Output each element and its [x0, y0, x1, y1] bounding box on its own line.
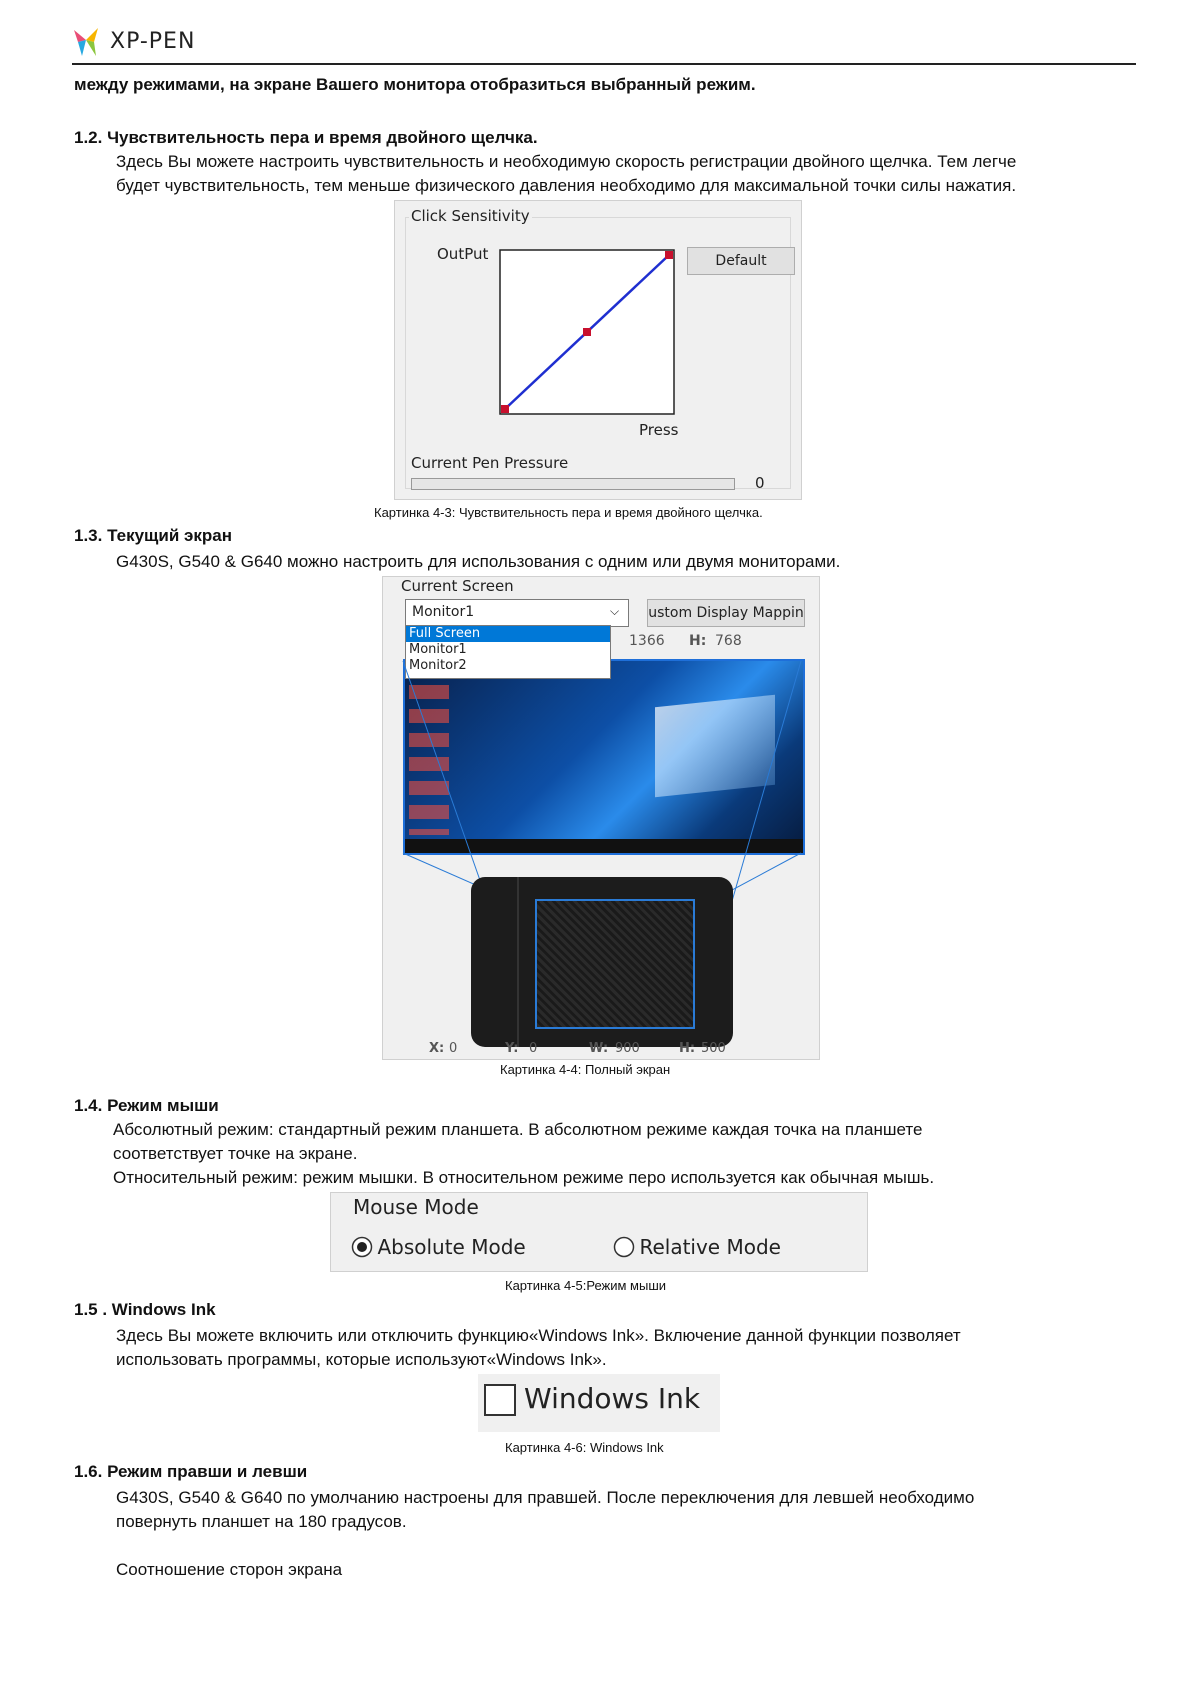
w-value: 900 — [615, 1041, 640, 1056]
section-1-4-line2: соответствует точке на экране. — [113, 1144, 358, 1163]
curve-control-point[interactable] — [583, 328, 591, 336]
option-full-screen[interactable]: Full Screen — [406, 626, 610, 642]
x-value: 0 — [449, 1041, 458, 1056]
screen-height-label: H: — [689, 633, 707, 649]
monitor-select-value: Monitor1 — [412, 604, 475, 620]
brand-name: XP-PEN — [110, 29, 196, 54]
h-value: 500 — [701, 1041, 726, 1056]
pen-pressure-bar — [411, 478, 735, 490]
section-1-3-title: 1.3. Текущий экран — [74, 526, 233, 545]
caption-4-6: Картинка 4-6: Windows Ink — [505, 1440, 664, 1455]
output-label: OutPut — [437, 245, 489, 263]
w-label: W: — [589, 1041, 609, 1056]
curve-control-point[interactable] — [665, 251, 673, 259]
h-label: H: — [679, 1041, 696, 1056]
absolute-mode-label: Absolute Mode — [377, 1235, 526, 1259]
section-1-4-line1: Абсолютный режим: стандартный режим планшета. В абсолютном режиме каждая точка на планшете — [113, 1120, 923, 1139]
caption-4-5: Картинка 4-5:Режим мыши — [505, 1278, 667, 1293]
section-1-3-line1: G430S, G540 & G640 можно настроить для использования с одним или двумя мониторами. — [116, 552, 841, 571]
option-monitor1[interactable]: Monitor1 — [409, 642, 467, 657]
sensitivity-curve[interactable] — [499, 249, 675, 415]
section-1-2-title: 1.2. Чувствительность пера и время двойного щелчка. — [74, 128, 538, 147]
chevron-down-icon: ⌵ — [610, 604, 620, 618]
section-1-5-line2: использовать программы, которые используют«Windows Ink». — [116, 1350, 607, 1369]
relative-mode-radio[interactable] — [613, 1235, 781, 1261]
section-1-5-line1: Здесь Вы можете включить или отключить функцию«Windows Ink». Включение данной функции позволяет — [116, 1326, 961, 1345]
caption-4-4: Картинка 4-4: Полный экран — [500, 1062, 671, 1077]
tablet-active-area — [535, 899, 695, 1029]
section-1-2-line2: будет чувствительность, тем меньше физического давления необходимо для максимальной точки силы нажатия. — [116, 176, 1017, 195]
intro-line: между режимами, на экране Вашего монитора отобразиться выбранный режим. — [74, 75, 756, 94]
radio-selected-icon — [351, 1236, 373, 1258]
section-1-4-title: 1.4. Режим мыши — [74, 1096, 219, 1115]
xp-pen-logo — [72, 26, 242, 58]
custom-display-mapping-button[interactable]: ustom Display Mappin — [647, 599, 805, 627]
xp-pen-logo-icon — [72, 26, 106, 58]
group-title: Mouse Mode — [353, 1195, 479, 1219]
radio-unselected-icon — [613, 1236, 635, 1258]
group-title: Click Sensitivity — [411, 207, 530, 225]
press-label: Press — [639, 421, 679, 439]
section-1-4-line3: Относительный режим: режим мышки. В относительном режиме перо используется как обычная мышь. — [113, 1168, 935, 1187]
relative-mode-label: Relative Mode — [639, 1235, 781, 1259]
y-label: Y: — [505, 1041, 519, 1056]
windows-ink-label: Windows Ink — [524, 1382, 701, 1415]
section-1-6-line3: Соотношение сторон экрана — [116, 1560, 343, 1579]
y-value: 0 — [529, 1041, 538, 1056]
absolute-mode-radio[interactable] — [351, 1235, 526, 1261]
curve-control-point[interactable] — [501, 405, 509, 413]
screen-height-value: 768 — [715, 633, 742, 649]
section-1-2-line1: Здесь Вы можете настроить чувствительность и необходимую скорость регистрации двойного щелчка. Тем легче — [116, 152, 1017, 171]
mouse-mode-panel — [330, 1192, 868, 1272]
current-pen-pressure-label: Current Pen Pressure — [411, 454, 569, 472]
caption-4-3: Картинка 4-3: Чувствительность пера и время двойного щелчка. — [374, 505, 763, 520]
tablet-divider — [517, 877, 519, 1047]
current-screen-panel — [382, 576, 820, 1060]
group-title: Current Screen — [401, 577, 514, 595]
section-1-6-title: 1.6. Режим правши и левши — [74, 1462, 308, 1481]
default-button[interactable]: Default — [687, 247, 795, 275]
screen-width-value: 1366 — [629, 633, 665, 649]
tablet-image — [471, 877, 733, 1047]
windows-ink-panel — [478, 1374, 720, 1432]
x-label: X: — [429, 1041, 445, 1056]
section-1-6-line1: G430S, G540 & G640 по умолчанию настроены для правшей. После переключения для левшей необходимо — [116, 1488, 975, 1507]
pen-pressure-value: 0 — [755, 474, 765, 492]
windows-ink-checkbox[interactable] — [484, 1384, 516, 1416]
section-1-5-title: 1.5 . Windows Ink — [74, 1300, 216, 1319]
header-rule — [72, 63, 1136, 65]
option-monitor2[interactable]: Monitor2 — [409, 658, 467, 673]
click-sensitivity-panel — [394, 200, 802, 500]
section-1-6-line2: повернуть планшет на 180 градусов. — [116, 1512, 407, 1531]
